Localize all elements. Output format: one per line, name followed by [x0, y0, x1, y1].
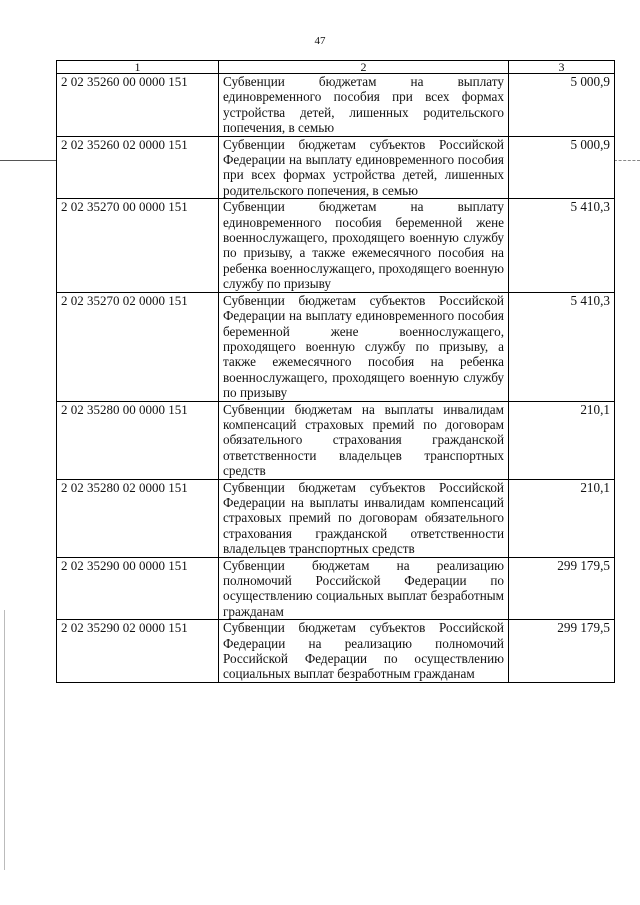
- amount: 299 179,5: [509, 620, 615, 683]
- table-row: [57, 199, 615, 292]
- amount: 299 179,5: [509, 557, 615, 620]
- amount: 5 410,3: [509, 292, 615, 401]
- amount: 5 000,9: [509, 74, 615, 137]
- subvention-description: Субвенции бюджетам субъектов Российской Федерации на выплату единовременного пособия беременной жене военнослужащего, проходящего военную службу по призыву, а также ежемесячного пособия на ребенка военнослужащего, проходящего военную службу по призыву: [219, 292, 509, 401]
- subvention-description: Субвенции бюджетам субъектов Российской Федерации на выплаты инвалидам компенсаций страховых премий по договорам обязательного страхования гражданской ответственности владельцев транспортных средств: [219, 479, 509, 557]
- subvention-description: Субвенции бюджетам на реализацию полномочий Российской Федерации по осуществлению социальных выплат безработным гражданам: [219, 557, 509, 620]
- table-header-row: [57, 61, 615, 74]
- budget-code: 2 02 35270 00 0000 151: [57, 199, 219, 292]
- column-header-1: 1: [57, 61, 219, 74]
- budget-code: 2 02 35260 02 0000 151: [57, 136, 219, 199]
- budget-code: 2 02 35260 00 0000 151: [57, 74, 219, 137]
- column-header-2: 2: [219, 61, 509, 74]
- budget-code: 2 02 35290 00 0000 151: [57, 557, 219, 620]
- amount: 5 000,9: [509, 136, 615, 199]
- amount: 210,1: [509, 401, 615, 479]
- subvention-description: Субвенции бюджетам на выплату единовременного пособия при всех формах устройства детей, лишенных родительского попечения, в семью: [219, 74, 509, 137]
- column-header-3: 3: [509, 61, 615, 74]
- table-row: [57, 74, 615, 137]
- budget-table: [56, 60, 615, 683]
- scan-margin-line-left: [0, 160, 56, 161]
- subvention-description: Субвенции бюджетам на выплаты инвалидам компенсаций страховых премий по договорам обязательного страхования гражданской ответственности владельцев транспортных средств: [219, 401, 509, 479]
- amount: 5 410,3: [509, 199, 615, 292]
- budget-code: 2 02 35290 02 0000 151: [57, 620, 219, 683]
- budget-code: 2 02 35280 00 0000 151: [57, 401, 219, 479]
- table-row: [57, 479, 615, 557]
- table-row: [57, 620, 615, 683]
- table-row: [57, 401, 615, 479]
- scan-margin-line-right: [614, 160, 640, 161]
- budget-code: 2 02 35270 02 0000 151: [57, 292, 219, 401]
- subvention-description: Субвенции бюджетам на выплату единовременного пособия беременной жене военнослужащего, проходящего военную службу по призыву, а также ежемесячного пособия на ребенка военнослужащего, проходящего военную службу по призыву: [219, 199, 509, 292]
- table-row: [57, 292, 615, 401]
- subvention-description: Субвенции бюджетам субъектов Российской Федерации на выплату единовременного пособия при всех формах устройства детей, лишенных родительского попечения, в семью: [219, 136, 509, 199]
- amount: 210,1: [509, 479, 615, 557]
- table-row: [57, 557, 615, 620]
- subvention-description: Субвенции бюджетам субъектов Российской Федерации на реализацию полномочий Российской Федерации по осуществлению социальных выплат безработным гражданам: [219, 620, 509, 683]
- table-row: [57, 136, 615, 199]
- scan-edge-line: [4, 610, 5, 870]
- budget-code: 2 02 35280 02 0000 151: [57, 479, 219, 557]
- page-number: 47: [314, 35, 326, 47]
